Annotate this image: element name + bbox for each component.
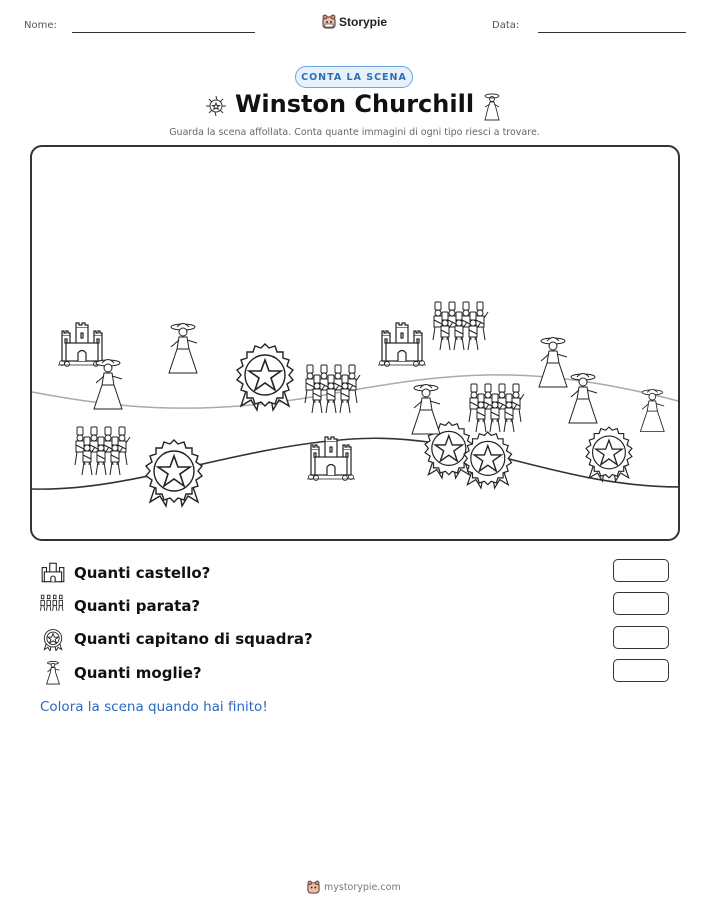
- name-label: Nome:: [24, 20, 57, 31]
- storypie-mascot-icon: [322, 14, 336, 29]
- answer-box-parade[interactable]: [613, 592, 669, 615]
- question-parade: [40, 594, 200, 618]
- answer-box-castle[interactable]: [613, 559, 669, 582]
- question-castle: [40, 561, 210, 585]
- badge-icon: [40, 627, 66, 651]
- question-label: Quanti parata?: [74, 597, 201, 615]
- activity-badge: CONTA LA SCENA: [295, 66, 413, 88]
- wife-icon: [40, 661, 66, 685]
- question-label: Quanti moglie?: [74, 664, 202, 682]
- question-wife: [40, 661, 202, 685]
- parade-icon: [40, 594, 66, 618]
- coloring-instruction: Colora la scena quando hai finito!: [40, 699, 268, 715]
- page-title: Winston Churchill: [234, 90, 475, 118]
- scene-drawing: [32, 147, 680, 541]
- name-line[interactable]: [72, 32, 255, 33]
- castle-icon: [40, 561, 66, 585]
- storypie-logo: [322, 14, 387, 29]
- question-label: Quanti castello?: [74, 564, 211, 582]
- brand-name: Storypie: [339, 14, 388, 29]
- date-label: Data:: [492, 20, 520, 31]
- counting-scene[interactable]: [30, 145, 680, 541]
- question-captain: [40, 627, 313, 651]
- footer-url: mystorypie.com: [324, 881, 401, 893]
- storypie-mascot-icon: [307, 880, 320, 894]
- answer-box-captain[interactable]: [613, 626, 669, 649]
- instructions-subtitle: Guarda la scena affollata. Conta quante immagini di ogni tipo riesci a trovare.: [169, 127, 540, 138]
- wife-figure-icon: [481, 92, 503, 122]
- question-label: Quanti capitano di squadra?: [74, 630, 313, 648]
- date-line[interactable]: [538, 32, 686, 33]
- answer-box-wife[interactable]: [613, 659, 669, 682]
- footer-brand: [307, 880, 401, 894]
